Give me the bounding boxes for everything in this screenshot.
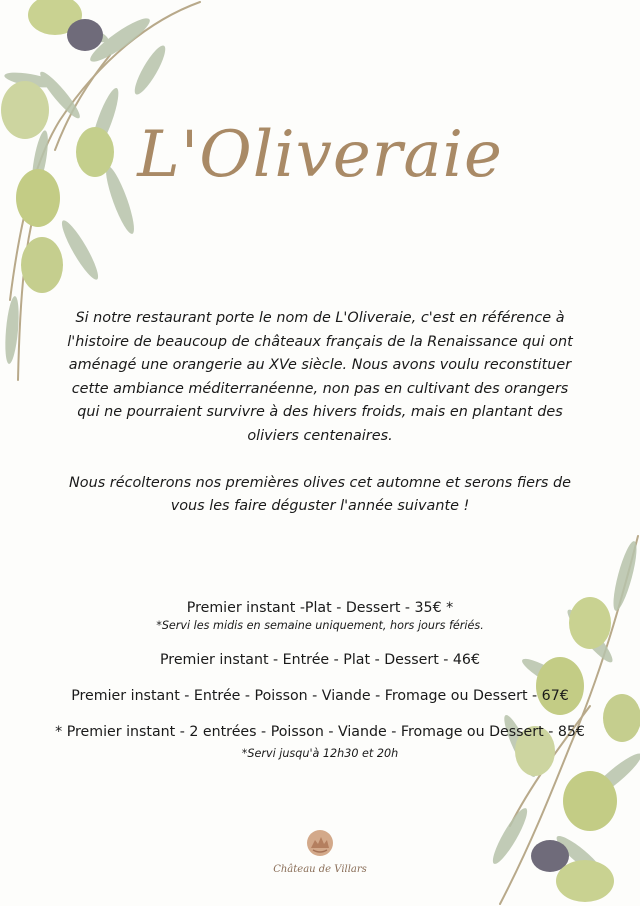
intro-paragraph-1: Si notre restaurant porte le nom de L'Oliveraie, c'est en référence à l'histoire de beaucoup de châteaux français de la Renaissance qui ont aménagé une orangerie au XVe siècle. Nous avons voulu reconstituer cette ambiance méditerranéenne, non pas en cultivant des orangers qui ne pourraient survivre à des hivers froids, mais en plantant des oliviers centenaires. (67, 310, 573, 444)
menu-formula-1-note: *Servi les midis en semaine uniquement, hors jours fériés. (156, 619, 484, 632)
chateau-logo-icon (305, 828, 335, 858)
footer-logo (0, 828, 640, 875)
intro-paragraph-2: Nous récolterons nos premières olives cet automne et serons fiers de vous les faire déguster l'année suivante ! (69, 474, 571, 515)
restaurant-title: L'Oliveraie (137, 118, 503, 192)
brand-name: Château de Villars (273, 864, 367, 875)
menu-formula-4-note: *Servi jusqu'à 12h30 et 20h (241, 747, 399, 760)
menu-formula-3: Premier instant - Entrée - Poisson - Viande - Fromage ou Dessert - 67€ (71, 688, 569, 704)
menu-formula-1: Premier instant -Plat - Dessert - 35€ * (186, 600, 454, 616)
intro-text (60, 307, 580, 519)
menu-formula-4: * Premier instant - 2 entrées - Poisson - Viande - Fromage ou Dessert - 85€ (55, 724, 585, 740)
menu-formula-2: Premier instant - Entrée - Plat - Dessert - 46€ (160, 652, 480, 668)
menu-list (0, 598, 640, 761)
